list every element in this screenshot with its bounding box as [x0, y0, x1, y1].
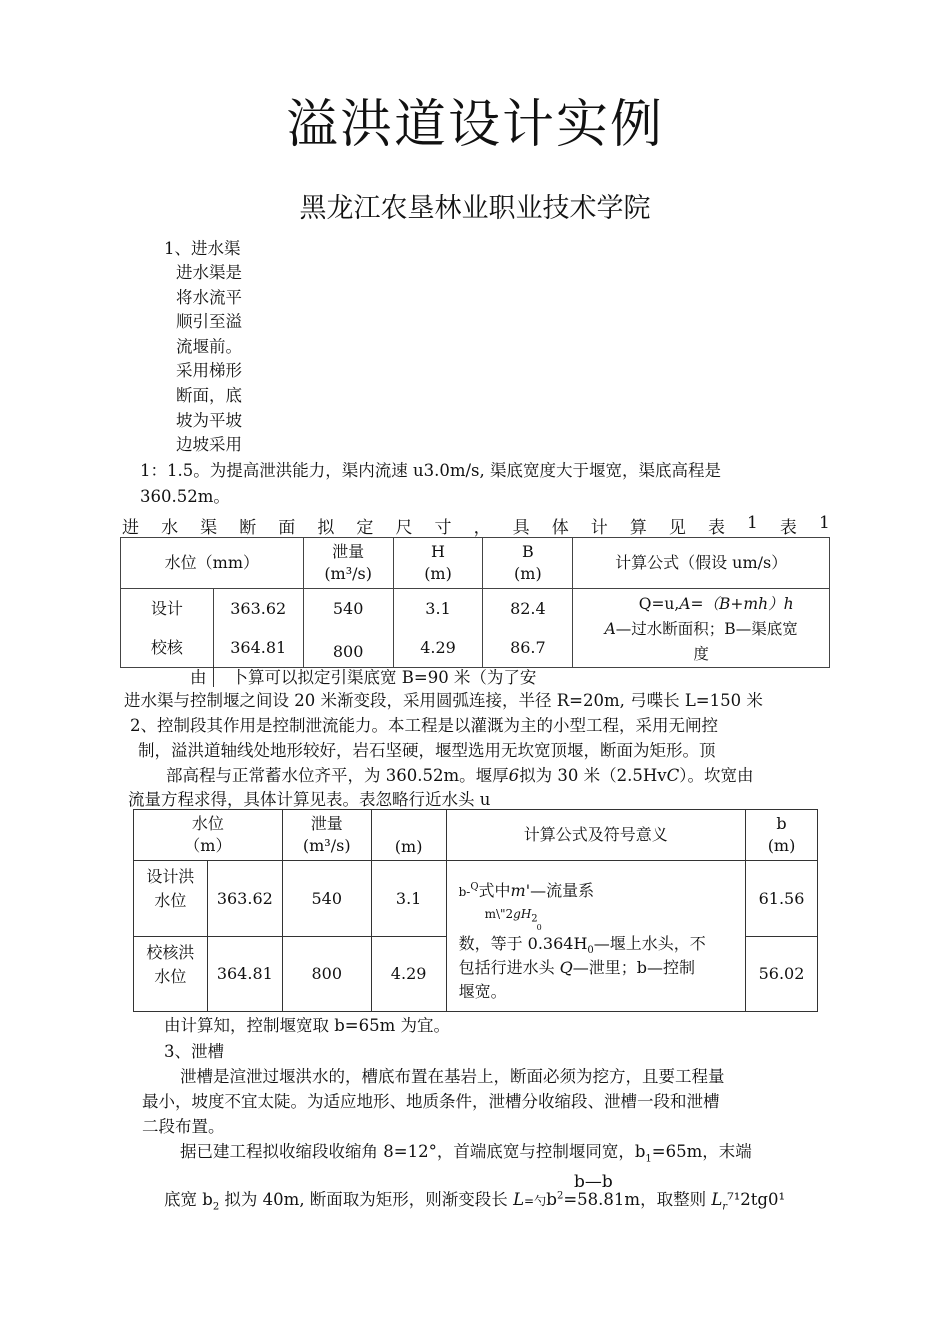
spread-char: 1	[818, 513, 830, 533]
row-b: 56.02	[746, 937, 818, 1012]
unit: （m）	[184, 836, 232, 855]
spread-char: 拟	[317, 518, 335, 538]
section-1-narrow-text	[176, 261, 242, 458]
table-2-formula-cell	[446, 861, 745, 1012]
section-3-line: 底宽 $b_2$ 拟为 40m, 断面取为矩形，则渐变段长 L=勺$b^2=58.81m$，取整则 $L_r^{71}2tg0^1$	[164, 1190, 786, 1213]
section-2-line: 2、控制段其作用是控制泄流能力。本工程是以灌溉为主的小型工程，采用无闸控	[130, 716, 718, 735]
formula-line: 包括行进水头 Q—泄里；b—控制	[458, 958, 696, 977]
formula-line: 度	[693, 645, 709, 663]
narrow-line: 将水流平	[176, 287, 242, 307]
table-1-header-H: H (m)	[393, 538, 483, 589]
table-2-header-flow: 泄量 (m³/s)	[282, 810, 371, 861]
section-1-line: 360.52m。	[140, 487, 230, 506]
row-name: 校核洪 水位	[134, 937, 208, 1012]
spread-char: 寸	[434, 518, 452, 538]
narrow-line: 采用梯形	[176, 361, 242, 381]
spread-char: 体	[551, 518, 569, 538]
narrow-line: 顺引至溢	[176, 312, 242, 332]
table-2-header-b: b (m)	[746, 810, 818, 861]
table-1-header-flow: 泄量 (m³/s)	[303, 538, 393, 589]
table-1	[120, 537, 830, 668]
row-flow: 800	[303, 628, 393, 668]
section-3-heading: 3、泄槽	[164, 1042, 224, 1061]
table-2-header-level: 水位 （m）	[134, 810, 283, 861]
spread-char: 渠	[200, 518, 218, 538]
spread-char: 表	[707, 518, 725, 538]
row-name: 校核	[121, 628, 214, 668]
unit: (m³/s)	[302, 836, 351, 855]
spread-char: 进	[122, 518, 139, 538]
after-table-2-text: 由计算知，控制堰宽取 b=65m 为宜。	[164, 1016, 451, 1035]
section-2-line: 部高程与正常蓄水位齐平，为 360.52m。堰厚6拟为 30 米（2.5HvC）。坎宽由	[166, 766, 754, 785]
unit: (m)	[767, 836, 796, 855]
spread-char: 算	[629, 518, 647, 538]
row-b: 61.56	[746, 861, 818, 937]
narrow-line: 流堰前。	[176, 336, 242, 356]
row-level: 363.62	[213, 589, 303, 629]
section-3-line: 据已建工程拟收缩段收缩角 8=12°，首端底宽与控制堰同宽，$b_1=65m$，末端	[180, 1142, 752, 1165]
spread-char: 断	[239, 518, 257, 538]
fraction-numerator: b—b	[574, 1172, 613, 1192]
table-border-fragment	[213, 665, 232, 687]
section-2-line: 流量方程求得，具体计算见表。表忽略行近水头 u	[128, 790, 491, 809]
row-H: 4.29	[393, 628, 483, 668]
table-1-header-B: B (m)	[483, 538, 573, 589]
formula-line: A—过水断面积；B—渠底宽	[604, 620, 798, 638]
spread-char: 表	[779, 518, 797, 538]
spread-char: 具	[512, 518, 530, 538]
row-name: 设计	[121, 589, 214, 629]
section-1-line: 1：1.5。为提高泄洪能力，渠内流速 u3.0m/s, 渠底宽度大于堰宽，渠底高程是	[140, 461, 722, 480]
row-flow: 540	[303, 589, 393, 629]
row-name: 设计洪 水位	[134, 861, 208, 937]
row-H: 4.29	[371, 937, 446, 1012]
formula-sub-index: 0	[536, 923, 542, 932]
formula-line: b-$^Q$式中m'—流量系	[458, 881, 595, 900]
section-1-spread-line	[122, 513, 830, 538]
narrow-line: 断面，底	[176, 385, 242, 405]
section-1-heading: 1、进水渠	[164, 239, 241, 258]
narrow-line: 进水渠是	[176, 263, 242, 282]
row-H: 3.1	[393, 589, 483, 629]
table-1-header-row	[121, 538, 830, 589]
table-1-header-level: 水位（mm）	[121, 538, 304, 589]
row-H: 3.1	[371, 861, 446, 937]
table-1-header-formula: 计算公式（假设 um/s）	[573, 538, 830, 589]
spread-char: 面	[278, 518, 296, 538]
document-title: 溢洪道设计实例	[285, 95, 664, 155]
row-level: 364.81	[207, 937, 282, 1012]
spread-char: 计	[590, 518, 608, 538]
table-2-header-H: (m)	[371, 810, 446, 861]
row-level: 363.62	[207, 861, 282, 937]
table-2	[133, 809, 818, 1012]
row-flow: 800	[282, 937, 371, 1012]
formula-line: Q=u,A=（B+mh）h	[638, 595, 794, 613]
unit: (m)	[514, 564, 542, 583]
row-flow: 540	[282, 861, 371, 937]
unit: (m³/s)	[324, 564, 372, 583]
narrow-line: 边坡采用	[176, 435, 242, 455]
formula-denominator: $m\backslash"2gH_2$	[484, 907, 538, 925]
spread-char: 尺	[395, 518, 413, 538]
formula-line: 堰宽。	[458, 982, 507, 1001]
table-row	[134, 861, 818, 937]
table-row	[121, 589, 830, 629]
table-2-header-row	[134, 810, 818, 861]
spread-char: ，	[473, 518, 491, 538]
narrow-line: 坡为平坡	[176, 410, 242, 430]
spread-char: 水	[161, 518, 179, 538]
section-2-line: 制，溢洪道轴线处地形较好，岩石坚硬，堰型选用无坎宽顶堰，断面为矩形。顶	[138, 741, 716, 760]
spread-char: 定	[356, 518, 374, 538]
section-3-line: 二段布置。	[142, 1117, 225, 1136]
row-level: 364.81	[213, 628, 303, 668]
document-subtitle: 黑龙江农垦林业职业技术学院	[299, 193, 651, 224]
after-table-1-text: 由 卜算可以拟定引渠底宽 B=90 米（为了安	[190, 665, 536, 690]
formula-line: 数，等于 $0.364H_0—$堰上水头，不	[458, 934, 706, 957]
after-table-1-line: 进水渠与控制堰之间设 20 米渐变段，采用圆弧连接，半径 R=20m, 弓喋长 L=150 米	[124, 691, 763, 710]
table-1-formula-cell	[573, 589, 830, 668]
unit: (m)	[424, 564, 452, 583]
section-3-line: 最小，坡度不宜太陡。为适应地形、地质条件，泄槽分收缩段、泄槽一段和泄槽	[142, 1092, 720, 1111]
row-B: 82.4	[483, 589, 573, 629]
section-3-line: 泄槽是渲泄过堰洪水的，槽底布置在基岩上，断面必须为挖方，且要工程量	[180, 1067, 725, 1086]
spread-char: 见	[668, 518, 686, 538]
spread-char: 1	[747, 513, 758, 533]
row-B: 86.7	[483, 628, 573, 668]
table-2-header-formula: 计算公式及符号意义	[446, 810, 745, 861]
